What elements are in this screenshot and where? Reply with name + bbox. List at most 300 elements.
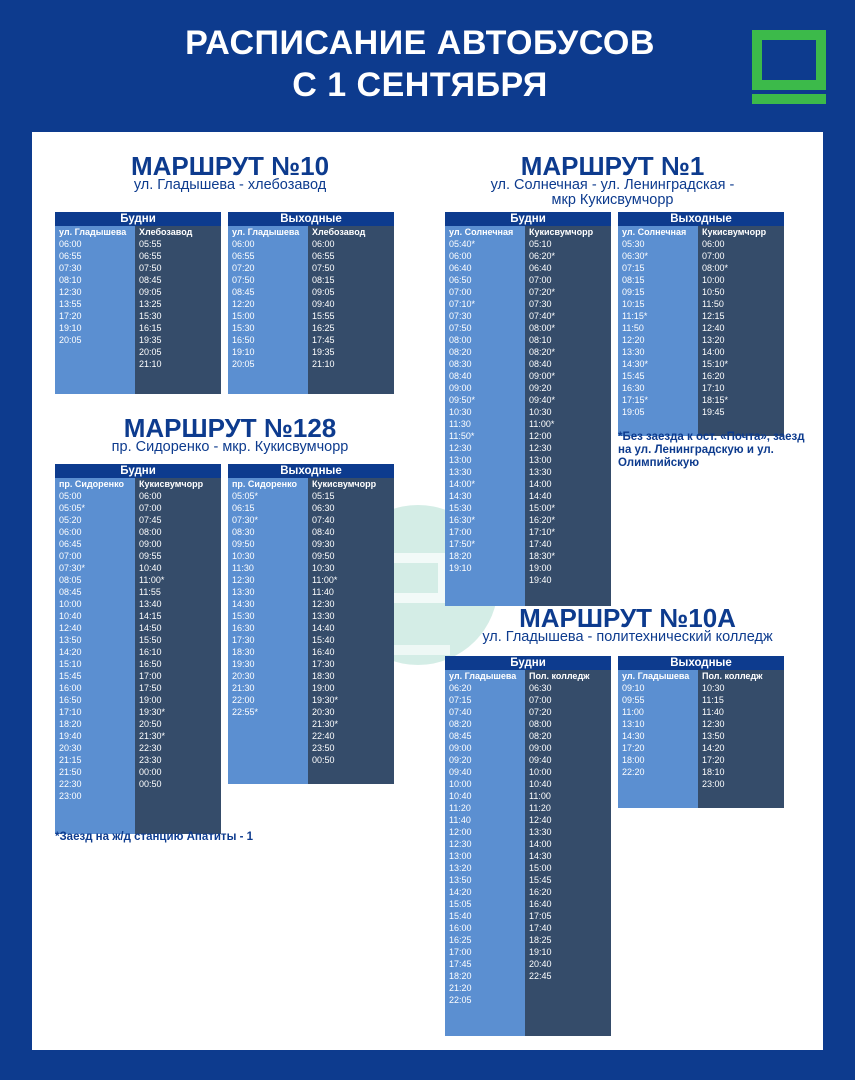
column-header: Пол. колледж [702,671,763,681]
time-cell: 17:20 [59,311,82,321]
time-cell: 07:00 [529,695,552,705]
time-cell: 15:00 [529,863,552,873]
route-128-weekend-table [228,464,394,784]
route-10a-weekdays-table [445,656,611,1036]
time-cell: 21:10 [312,359,335,369]
time-cell: 19:10 [449,563,472,573]
time-cell: 11:50* [449,431,475,441]
time-cell: 16:00 [59,683,82,693]
time-cell: 23:50 [312,743,335,753]
time-cell: 06:55 [232,251,255,261]
time-cell: 15:30 [232,611,255,621]
time-cell: 13:25 [139,299,162,309]
time-cell: 19:35 [139,335,162,345]
time-cell: 18:20 [59,719,82,729]
time-cell: 06:55 [312,251,335,261]
time-cell: 11:20 [529,803,551,813]
time-cell: 07:50 [232,275,255,285]
time-cell: 20:30 [232,671,255,681]
time-cell: 06:00 [59,239,82,249]
time-cell: 16:20* [529,515,556,525]
time-cell: 20:05 [139,347,162,357]
time-cell: 16:15 [139,323,162,333]
time-cell: 12:20 [622,335,645,345]
time-cell: 16:20 [702,371,725,381]
time-cell: 05:00 [59,491,82,501]
time-cell: 19:30* [312,695,339,705]
time-cell: 07:30* [59,563,86,573]
departure-column [445,670,525,1036]
time-cell: 11:20 [449,803,471,813]
time-cell: 22:00 [232,695,255,705]
time-cell: 09:40 [312,299,335,309]
time-cell: 13:50 [59,635,82,645]
time-cell: 17:50 [139,683,162,693]
departure-column [618,226,698,436]
time-cell: 08:00* [702,263,729,273]
time-cell: 17:00 [449,527,472,537]
time-cell: 13:20 [449,863,472,873]
time-cell: 22:55* [232,707,259,717]
time-cell: 10:40 [529,779,552,789]
time-cell: 07:00 [59,551,82,561]
channel-logo-icon [752,30,826,104]
time-cell: 16:30* [449,515,476,525]
time-cell: 10:00 [449,779,472,789]
time-cell: 05:10 [529,239,552,249]
time-cell: 07:00 [449,287,472,297]
time-cell: 07:10* [449,299,476,309]
time-cell: 08:20 [529,731,552,741]
time-cell: 06:00 [59,527,82,537]
time-cell: 17:15* [622,395,649,405]
time-cell: 17:45 [449,959,472,969]
time-cell: 15:05 [449,899,472,909]
time-cell: 21:30* [312,719,339,729]
time-cell: 15:45 [622,371,645,381]
time-cell: 08:45 [139,275,162,285]
time-cell: 22:45 [529,971,552,981]
time-cell: 18:20 [449,971,472,981]
route-10a-subtitle: ул. Гладышева - политехнический колледж [482,629,773,645]
time-cell: 06:55 [59,251,82,261]
time-cell: 14:20 [59,647,82,657]
time-cell: 22:40 [312,731,335,741]
time-cell: 05:05* [232,491,259,501]
route-1-subtitle-line2: мкр Кукисвумчорр [551,192,674,208]
time-cell: 06:55 [139,251,162,261]
time-cell: 09:55 [622,695,645,705]
table-header: Выходные [228,464,394,478]
time-cell: 12:00 [449,827,472,837]
time-cell: 08:00 [139,527,162,537]
route-10-weekdays-table [55,212,221,394]
time-cell: 15:00 [232,311,255,321]
time-cell: 19:40 [529,575,552,585]
time-cell: 20:40 [529,959,552,969]
column-header: Кукисвумчорр [139,479,204,489]
column-header: ул. Гладышева [622,671,690,681]
time-cell: 05:20 [59,515,82,525]
page-title [120,22,720,106]
departure-column [228,478,308,784]
route-10-weekend-table [228,212,394,394]
column-header: Пол. колледж [529,671,590,681]
time-cell: 06:30 [312,503,335,513]
table-header: Будни [445,212,611,226]
time-cell: 17:20 [702,755,725,765]
time-cell: 08:20 [449,719,472,729]
time-cell: 11:55 [139,587,161,597]
column-header: ул. Солнечная [449,227,514,237]
time-cell: 12:30 [59,287,82,297]
time-cell: 11:30 [449,419,471,429]
table-columns [445,226,611,606]
time-cell: 14:00 [529,839,552,849]
time-cell: 09:20 [449,755,472,765]
table-columns [55,478,221,834]
time-cell: 10:30 [232,551,255,561]
time-cell: 16:50 [59,695,82,705]
time-cell: 07:45 [139,515,162,525]
time-cell: 22:20 [622,767,645,777]
time-cell: 11:40 [702,707,724,717]
time-cell: 07:50 [449,323,472,333]
time-cell: 13:50 [702,731,725,741]
time-cell: 18:10 [702,767,725,777]
time-cell: 11:40 [312,587,334,597]
route-10-title: МАРШРУТ №10 [130,151,330,181]
time-cell: 16:30 [232,623,255,633]
table-header: Будни [55,464,221,478]
time-cell: 10:30 [312,563,335,573]
time-cell: 16:50 [139,659,162,669]
time-cell: 19:10 [529,947,552,957]
table-header: Будни [445,656,611,670]
time-cell: 10:15 [622,299,645,309]
time-cell: 07:15 [622,263,645,273]
route-1-footnote: *Без заезда к ост. «Почта», заезд на ул. Ленинградскую и ул. Олимпийскую [618,431,805,469]
time-cell: 08:40 [312,527,335,537]
time-cell: 14:00 [529,479,552,489]
time-cell: 16:25 [449,935,472,945]
time-cell: 16:40 [312,647,335,657]
time-cell: 23:00 [59,791,82,801]
time-cell: 06:15 [232,503,255,513]
table-header: Будни [55,212,221,226]
table-header: Выходные [618,656,784,670]
time-cell: 11:00* [312,575,338,585]
time-cell: 05:15 [312,491,335,501]
time-cell: 08:20 [449,347,472,357]
time-cell: 19:10 [232,347,255,357]
time-cell: 20:05 [59,335,82,345]
route-128-title: МАРШРУТ №128 [123,413,337,443]
time-cell: 18:25 [529,935,552,945]
time-cell: 20:50 [139,719,162,729]
time-cell: 11:15 [702,695,724,705]
time-cell: 14:40 [529,491,552,501]
route-1-weekend-table [618,212,784,436]
time-cell: 08:45 [59,587,82,597]
time-cell: 09:20 [529,383,552,393]
time-cell: 13:55 [59,299,82,309]
time-cell: 07:00 [139,503,162,513]
return-column [308,478,394,784]
time-cell: 15:10* [702,359,729,369]
time-cell: 18:30 [232,647,255,657]
table-columns [618,670,784,808]
time-cell: 16:50 [232,335,255,345]
time-cell: 09:40 [529,755,552,765]
time-cell: 07:20 [529,707,552,717]
time-cell: 11:00* [139,575,165,585]
time-cell: 08:05 [59,575,82,585]
table-columns [55,226,221,394]
time-cell: 07:50 [312,263,335,273]
time-cell: 09:40 [449,767,472,777]
route-128-footnote: *Заезд на ж/д станцию Апатиты - 1 [55,831,254,843]
time-cell: 08:00 [529,719,552,729]
time-cell: 21:10 [139,359,162,369]
time-cell: 21:30 [232,683,255,693]
time-cell: 10:00 [702,275,725,285]
time-cell: 15:30 [232,323,255,333]
time-cell: 08:30 [232,527,255,537]
time-cell: 23:30 [139,755,162,765]
time-cell: 07:30* [232,515,259,525]
departure-column [445,226,525,606]
time-cell: 17:30 [232,635,255,645]
time-cell: 09:15 [622,287,645,297]
time-cell: 07:20* [529,287,556,297]
time-cell: 06:20 [449,683,472,693]
time-cell: 17:45 [312,335,335,345]
route-10a-title: МАРШРУТ №10А [519,603,736,633]
time-cell: 12:30 [529,443,552,453]
page-title-line2: С 1 СЕНТЯБРЯ [292,66,548,104]
time-cell: 09:10 [622,683,645,693]
time-cell: 12:30 [702,719,725,729]
time-cell: 06:30 [529,683,552,693]
table-columns [228,478,394,784]
time-cell: 20:30 [312,707,335,717]
time-cell: 06:20* [529,251,556,261]
route-128-weekdays-table [55,464,221,834]
time-cell: 17:40 [529,539,552,549]
departure-column [618,670,698,808]
route-10a-weekend-table [618,656,784,808]
time-cell: 17:05 [529,911,552,921]
time-cell: 08:20* [529,347,556,357]
return-column [308,226,394,394]
time-cell: 12:20 [232,299,255,309]
time-cell: 11:00 [529,791,551,801]
time-cell: 12:00 [529,431,552,441]
time-cell: 15:10 [59,659,82,669]
table-columns [228,226,394,394]
time-cell: 13:50 [449,875,472,885]
time-cell: 18:30* [529,551,556,561]
time-cell: 06:00 [312,239,335,249]
time-cell: 16:25 [312,323,335,333]
time-cell: 00:50 [139,779,162,789]
time-cell: 15:30 [449,503,472,513]
time-cell: 08:40 [449,371,472,381]
time-cell: 07:50 [139,263,162,273]
departure-column [55,226,135,394]
time-cell: 12:40 [702,323,725,333]
table-header: Выходные [228,212,394,226]
time-cell: 07:15 [449,695,472,705]
time-cell: 17:00 [139,671,162,681]
page-title-line1: РАСПИСАНИЕ АВТОБУСОВ [185,24,655,62]
time-cell: 19:30 [232,659,255,669]
time-cell: 06:00 [702,239,725,249]
time-cell: 10:50 [702,287,725,297]
time-cell: 06:45 [59,539,82,549]
time-cell: 08:15 [312,275,335,285]
column-header: Кукисвумчорр [702,227,767,237]
time-cell: 17:10 [702,383,725,393]
time-cell: 07:40 [312,515,335,525]
time-cell: 00:00 [139,767,162,777]
time-cell: 06:00 [232,239,255,249]
time-cell: 11:00* [529,419,555,429]
time-cell: 09:50* [449,395,476,405]
time-cell: 13:10 [622,719,645,729]
time-cell: 19:10 [59,323,82,333]
route-128-subtitle: пр. Сидоренко - мкр. Кукисвумчорр [111,439,349,455]
time-cell: 06:00 [139,491,162,501]
time-cell: 08:00* [529,323,556,333]
time-cell: 18:30 [312,671,335,681]
time-cell: 08:40 [529,359,552,369]
table-columns [618,226,784,436]
column-header: пр. Сидоренко [232,479,297,489]
time-cell: 11:50 [702,299,724,309]
time-cell: 13:00 [529,455,552,465]
column-header: Хлебозавод [312,227,366,237]
return-column [135,226,221,394]
time-cell: 15:40 [449,911,472,921]
time-cell: 13:00 [449,851,472,861]
time-cell: 17:10* [529,527,556,537]
time-cell: 18:00 [622,755,645,765]
time-cell: 09:50 [312,551,335,561]
time-cell: 12:30 [449,443,472,453]
time-cell: 19:35 [312,347,335,357]
return-column [135,478,221,834]
time-cell: 16:00 [449,923,472,933]
time-cell: 16:10 [139,647,162,657]
time-cell: 19:00 [139,695,162,705]
time-cell: 12:30 [312,599,335,609]
time-cell: 21:20 [449,983,472,993]
time-cell: 09:50 [232,539,255,549]
column-header: Хлебозавод [139,227,193,237]
time-cell: 23:00 [702,779,725,789]
time-cell: 10:00 [59,599,82,609]
time-cell: 08:15 [622,275,645,285]
time-cell: 09:00 [449,383,472,393]
return-column [525,670,611,1036]
time-cell: 10:30 [449,407,472,417]
time-cell: 14:30 [449,491,472,501]
time-cell: 19:45 [702,407,725,417]
time-cell: 07:00 [702,251,725,261]
time-cell: 11:30 [232,563,254,573]
time-cell: 12:40 [529,815,552,825]
time-cell: 07:20 [232,263,255,273]
time-cell: 13:30 [449,467,472,477]
time-cell: 08:00 [449,335,472,345]
time-cell: 09:30 [312,539,335,549]
return-column [525,226,611,606]
time-cell: 17:10 [59,707,82,717]
time-cell: 10:40 [449,791,472,801]
column-header: пр. Сидоренко [59,479,124,489]
time-cell: 14:50 [139,623,162,633]
table-header: Выходные [618,212,784,226]
time-cell: 07:30 [449,311,472,321]
time-cell: 10:30 [702,683,725,693]
time-cell: 06:40 [529,263,552,273]
time-cell: 13:30 [529,827,552,837]
time-cell: 09:00* [529,371,556,381]
column-header: ул. Гладышева [232,227,300,237]
time-cell: 16:30 [622,383,645,393]
time-cell: 14:15 [139,611,162,621]
return-column [698,670,784,808]
time-cell: 13:30 [529,467,552,477]
time-cell: 10:30 [529,407,552,417]
time-cell: 16:40 [529,899,552,909]
time-cell: 13:30 [312,611,335,621]
column-header: Кукисвумчорр [529,227,594,237]
time-cell: 08:45 [232,287,255,297]
time-cell: 15:30 [139,311,162,321]
time-cell: 11:15* [622,311,648,321]
time-cell: 08:30 [449,359,472,369]
time-cell: 17:50* [449,539,476,549]
time-cell: 13:20 [702,335,725,345]
route-10-subtitle: ул. Гладышева - хлебозавод [133,177,327,193]
time-cell: 10:00 [529,767,552,777]
time-cell: 19:05 [622,407,645,417]
time-cell: 17:40 [529,923,552,933]
time-cell: 15:00* [529,503,556,513]
time-cell: 14:30* [622,359,649,369]
time-cell: 17:00 [449,947,472,957]
time-cell: 06:40 [449,263,472,273]
time-cell: 14:20 [702,743,725,753]
time-cell: 19:00 [529,563,552,573]
time-cell: 08:10 [529,335,552,345]
time-cell: 07:00 [529,275,552,285]
route-1-subtitle-line1: ул. Солнечная - ул. Ленинградская - [490,177,735,193]
time-cell: 13:00 [449,455,472,465]
time-cell: 09:05 [139,287,162,297]
time-cell: 05:40* [449,239,476,249]
time-cell: 15:50 [139,635,162,645]
time-cell: 09:40* [529,395,556,405]
time-cell: 09:00 [449,743,472,753]
time-cell: 06:30* [622,251,649,261]
time-cell: 13:40 [139,599,162,609]
time-cell: 07:40* [529,311,556,321]
time-cell: 10:40 [59,611,82,621]
